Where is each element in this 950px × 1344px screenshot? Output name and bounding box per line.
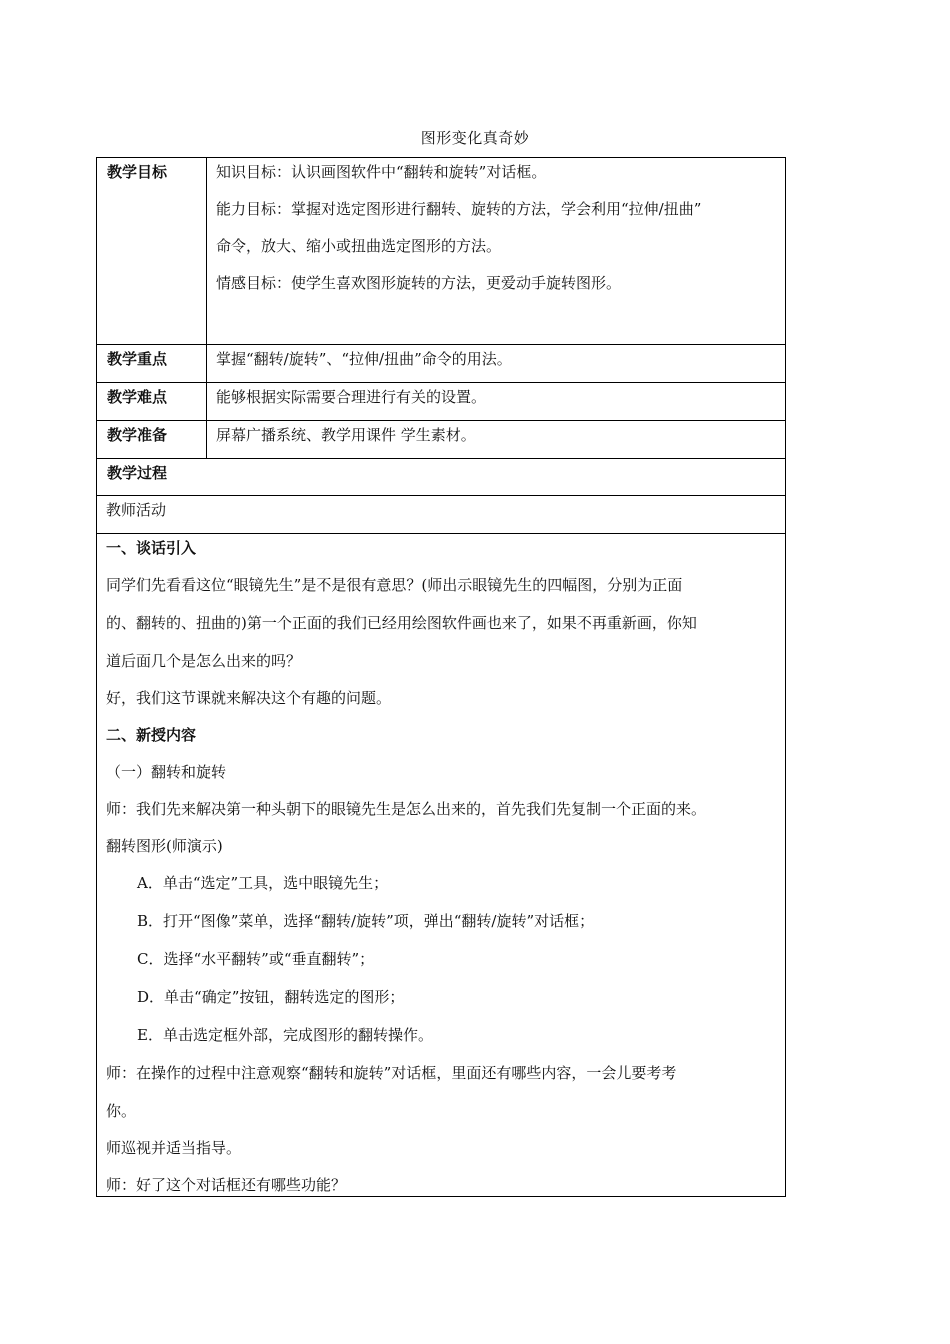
teacher-line-1: 师：我们先来解决第一种头朝下的眼镜先生是怎么出来的，首先我们先复制一个正面的来。 [106,800,707,818]
section1-paragraph-line: 道后面几个是怎么出来的吗？ [106,652,302,670]
preparation-label: 教学准备 [107,426,168,444]
process-label: 教学过程 [107,464,168,482]
key-points-row [97,345,786,383]
goals-row [97,158,786,345]
content-row [97,534,786,1197]
preparation-label-cell [97,421,207,459]
step-c: C．选择“水平翻转”或“垂直翻转”； [137,950,375,968]
goals-label-cell [97,158,207,345]
section1-paragraph-line: 同学们先看看这位“眼镜先生”是不是很有意思？(师出示眼镜先生的四幅图，分别为正面 [106,576,683,594]
section1-heading: 一、谈话引入 [106,539,197,557]
difficulties-row [97,383,786,421]
goals-content-cell [207,158,786,345]
goal-ability-cont: 命令，放大、缩小或扭曲选定图形的方法。 [216,237,502,255]
goals-label: 教学目标 [107,163,168,181]
teacher-activity-cell [97,496,786,534]
preparation-text: 屏幕广播系统、教学用课件 学生素材。 [216,426,476,444]
subsection-flip-rotate: （一）翻转和旋转 [106,763,227,781]
section1-paragraph-line: 的、翻转的、扭曲的)第一个正面的我们已经用绘图软件画也来了，如果不再重新画，你知 [106,614,697,632]
difficulties-content-cell [207,383,786,421]
teacher-line-3: 师巡视并适当指导。 [106,1139,242,1157]
flip-heading: 翻转图形(师演示) [106,837,223,855]
teacher-line-2-cont: 你。 [106,1102,137,1120]
process-row [97,459,786,496]
teacher-activity-label: 教师活动 [106,501,167,519]
content-cell [97,534,786,1197]
step-e: E．单击选定框外部，完成图形的翻转操作。 [137,1026,433,1044]
lesson-plan-table [96,157,786,1197]
difficulties-label: 教学难点 [107,388,168,406]
difficulties-text: 能够根据实际需要合理进行有关的设置。 [216,388,487,406]
difficulties-label-cell [97,383,207,421]
process-cell [97,459,786,496]
teacher-line-4: 师：好了这个对话框还有哪些功能？ [106,1176,347,1194]
teacher-activity-row [97,496,786,534]
preparation-content-cell [207,421,786,459]
teacher-line-2: 师：在操作的过程中注意观察“翻转和旋转”对话框，里面还有哪些内容，一会儿要考考 [106,1064,677,1082]
goal-emotion: 情感目标：使学生喜欢图形旋转的方法，更爱动手旋转图形。 [216,274,622,292]
section2-heading: 二、新授内容 [106,726,197,744]
step-a: A．单击“选定”工具，选中眼镜先生； [137,874,389,892]
document-title: 图形变化真奇妙 [420,129,530,147]
step-d: D．单击“确定”按钮，翻转选定的图形； [137,988,405,1006]
goal-knowledge: 知识目标：认识画图软件中“翻转和旋转”对话框。 [216,163,547,181]
key-points-text: 掌握“翻转/旋转”、“拉伸/扭曲”命令的用法。 [216,350,512,368]
preparation-row [97,421,786,459]
key-points-label-cell [97,345,207,383]
goal-ability: 能力目标：掌握对选定图形进行翻转、旋转的方法，学会利用“拉伸/扭曲” [216,200,702,218]
key-points-label: 教学重点 [107,350,168,368]
key-points-content-cell [207,345,786,383]
step-b: B．打开“图像”菜单，选择“翻转/旋转”项，弹出“翻转/旋转”对话框； [137,912,595,930]
section1-paragraph-2: 好，我们这节课就来解决这个有趣的问题。 [106,689,392,707]
